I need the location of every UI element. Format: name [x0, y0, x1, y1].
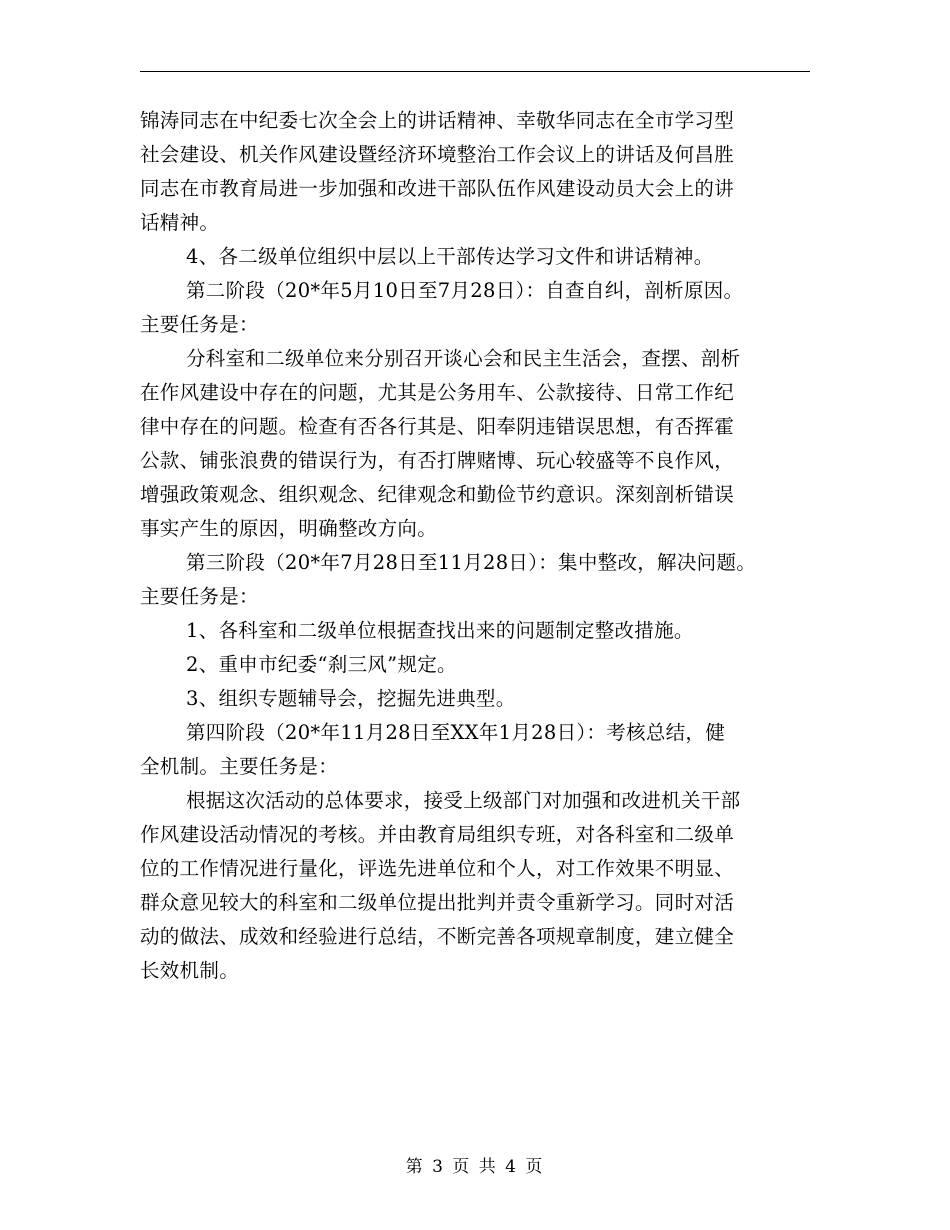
text-line: 锦涛同志在中纪委七次全会上的讲话精神、幸敬华同志在全市学习型: [140, 109, 735, 132]
text-line: 事实产生的原因，明确整改方向。: [140, 517, 438, 540]
text-line: 动的做法、成效和经验进行总结，不断完善各项规章制度，建立健全: [140, 925, 735, 948]
text-line: 第二阶段（20*年5月10日至7月28日）：自查自纠，剖析原因。: [186, 279, 744, 302]
text-line: 分科室和二级单位来分别召开谈心会和民主生活会，查摆、剖析: [186, 347, 741, 370]
text-line: 位的工作情况进行量化，评选先进单位和个人，对工作效果不明显、: [140, 857, 735, 880]
text-line: 主要任务是：: [140, 585, 259, 608]
text-line: 群众意见较大的科室和二级单位提出批判并责令重新学习。同时对活: [140, 891, 735, 914]
text-line: 作风建设活动情况的考核。并由教育局组织专班，对各科室和二级单: [140, 823, 735, 846]
text-line: 同志在市教育局进一步加强和改进干部队伍作风建设动员大会上的讲: [140, 177, 735, 200]
text-line: 主要任务是：: [140, 313, 259, 336]
text-line: 在作风建设中存在的问题，尤其是公务用车、公款接待、日常工作纪: [140, 381, 735, 404]
text-line: 公款、铺张浪费的错误行为，有否打牌赌博、玩心较盛等不良作风，: [140, 449, 735, 472]
text-line: 社会建设、机关作风建设暨经济环境整治工作会议上的讲话及何昌胜: [140, 143, 735, 166]
text-line: 全机制。主要任务是：: [140, 755, 339, 778]
text-line: 长效机制。: [140, 959, 240, 982]
document-body: [140, 104, 840, 988]
text-line: 第三阶段（20*年7月28日至11月28日）：集中整改，解决问题。: [186, 551, 757, 574]
text-line: 2、重申市纪委“刹三风”规定。: [186, 653, 457, 676]
text-line: 3、组织专题辅导会，挖掘先进典型。: [186, 687, 516, 710]
text-line: 增强政策观念、组织观念、纪律观念和勤俭节约意识。深刻剖析错误: [140, 483, 735, 506]
text-line: 1、各科室和二级单位根据查找出来的问题制定整改措施。: [186, 619, 694, 642]
page-number: 第 3 页 共 4 页: [405, 1157, 545, 1177]
text-line: 第四阶段（20*年11月28日至XX年1月28日）：考核总结，健: [186, 721, 726, 744]
text-line: 4、各二级单位组织中层以上干部传达学习文件和讲话精神。: [186, 245, 714, 268]
text-line: 话精神。: [140, 211, 220, 234]
header-rule: [140, 71, 810, 72]
text-line: 根据这次活动的总体要求，接受上级部门对加强和改进机关干部: [186, 789, 741, 812]
text-line: 律中存在的问题。检查有否各行其是、阳奉阴违错误思想，有否挥霍: [140, 415, 735, 438]
